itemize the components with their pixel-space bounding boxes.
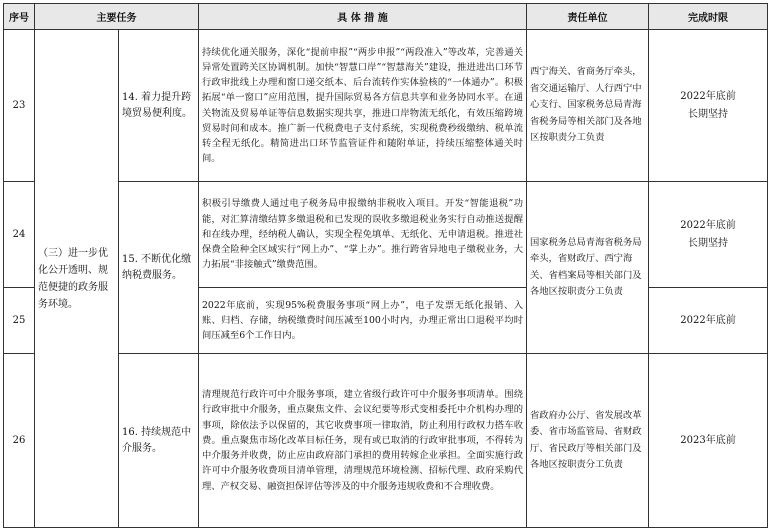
unit-cell: 西宁海关、省商务厅牵头，省交通运输厅、人行西宁中心支行、国家税务总局青海省税务局等相关部门及各地区按职责分工负责 <box>527 30 649 182</box>
header-row <box>4 4 768 30</box>
measure-cell: 清理规范行政许可中介服务事项，建立省级行政许可中介服务事项清单。围绕行政审批中介服务，重点聚焦文件、会议纪要等形式变相委托中介机构办理的事项，除依法予以保留的，其它收费事项一律取消，防止利用行政权力搭车收费。重点聚焦市场化改革目标任务，现有或已取消的行政审批事项，不得转为中介服务并收费，防止应由政府部门承担的费用转嫁企业承担。全面实施行政许可中介服务收费项目清单管理，清理规范环境检测、招标代理、政府采购代理、产权交易、融资担保评估等涉及的中介服务违规收费和不合理收费。 <box>199 354 527 528</box>
task-cell: 14. 着力提升跨境贸易便利度。 <box>119 30 199 182</box>
table-row <box>4 182 768 288</box>
deadline-line: 2022年底前 <box>680 314 736 326</box>
table-row <box>4 30 768 182</box>
task-cell: 16. 持续规范中介服务。 <box>119 354 199 528</box>
task-cell: 15. 不断优化缴纳税费服务。 <box>119 182 199 354</box>
row-num: 25 <box>4 288 35 354</box>
deadline-cell <box>649 354 768 528</box>
measure-cell: 积极引导缴费人通过电子税务局申报缴纳非税收入项目。开发“智能退税”功能，对汇算清缴结算多缴退税和已发现的误收多缴退税业务实行自动推送提醒和在线办理，经纳税人确认，实现全程免填单、无纸化、无申请退税。推进社保费全险种全区域实行“网上办”、“掌上办”。推行跨省异地电子缴税业务，大力拓展“非接触式”缴费范围。 <box>199 182 527 288</box>
deadline-line: 2022年底前 <box>680 219 736 231</box>
row-num: 26 <box>4 354 35 528</box>
deadline-line: 2023年底前 <box>680 434 736 446</box>
header-deadline: 完成时限 <box>649 4 768 30</box>
category-cell: （三）进一步优化公开透明、规范便捷的政务服务环境。 <box>35 30 119 528</box>
measure-cell: 持续优化通关服务，深化“提前申报”“两步申报”“两段准入”等改革，完善通关异常处置跨关区协调机制。加快“智慧口岸”“智慧海关”建设，推进进出口环节行政审批线上办理和窗口递交纸本、后台流转作实体验核的“一体通办”。积极拓展“单一窗口”应用范围，提升国际贸易各方信息共享和业务协同水平。在通关物流及贸易单证等信息数据实现共享，推进口岸物流无纸化，有效压缩跨境贸易时间和成本。推广新一代税费电子支付系统，实现税费秒级缴纳、税单流转全程无纸化。精简进出口环节监管证件和随附单证，持续压缩整体通关时间。 <box>199 30 527 182</box>
deadline-cell <box>649 288 768 354</box>
table-row <box>4 354 768 528</box>
measure-cell: 2022年底前，实现95%税费服务事项“网上办”，电子发票无纸化报销、入账、归档、存储，纳税缴费时间压减至100小时内，办理正常出口退税平均时间压减至6个工作日内。 <box>199 288 527 354</box>
unit-cell: 国家税务总局青海省税务局牵头，省财政厅、西宁海关、省档案局等相关部门及各地区按职责分工负责 <box>527 182 649 354</box>
deadline-line: 长期坚持 <box>688 108 728 120</box>
deadline-line: 2022年底前 <box>680 90 736 102</box>
unit-cell: 省政府办公厅、省发展改革委、省市场监管局、省财政厅、省民政厅等相关部门及各地区按职责分工负责 <box>527 354 649 528</box>
deadline-cell <box>649 30 768 182</box>
header-measure: 具 体 措 施 <box>199 4 527 30</box>
header-num: 序号 <box>4 4 35 30</box>
deadline-cell <box>649 182 768 288</box>
row-num: 24 <box>4 182 35 288</box>
task-table <box>3 3 768 528</box>
row-num: 23 <box>4 30 35 182</box>
header-task: 主要任务 <box>35 4 199 30</box>
deadline-line: 长期坚持 <box>688 237 728 249</box>
header-unit: 责任单位 <box>527 4 649 30</box>
